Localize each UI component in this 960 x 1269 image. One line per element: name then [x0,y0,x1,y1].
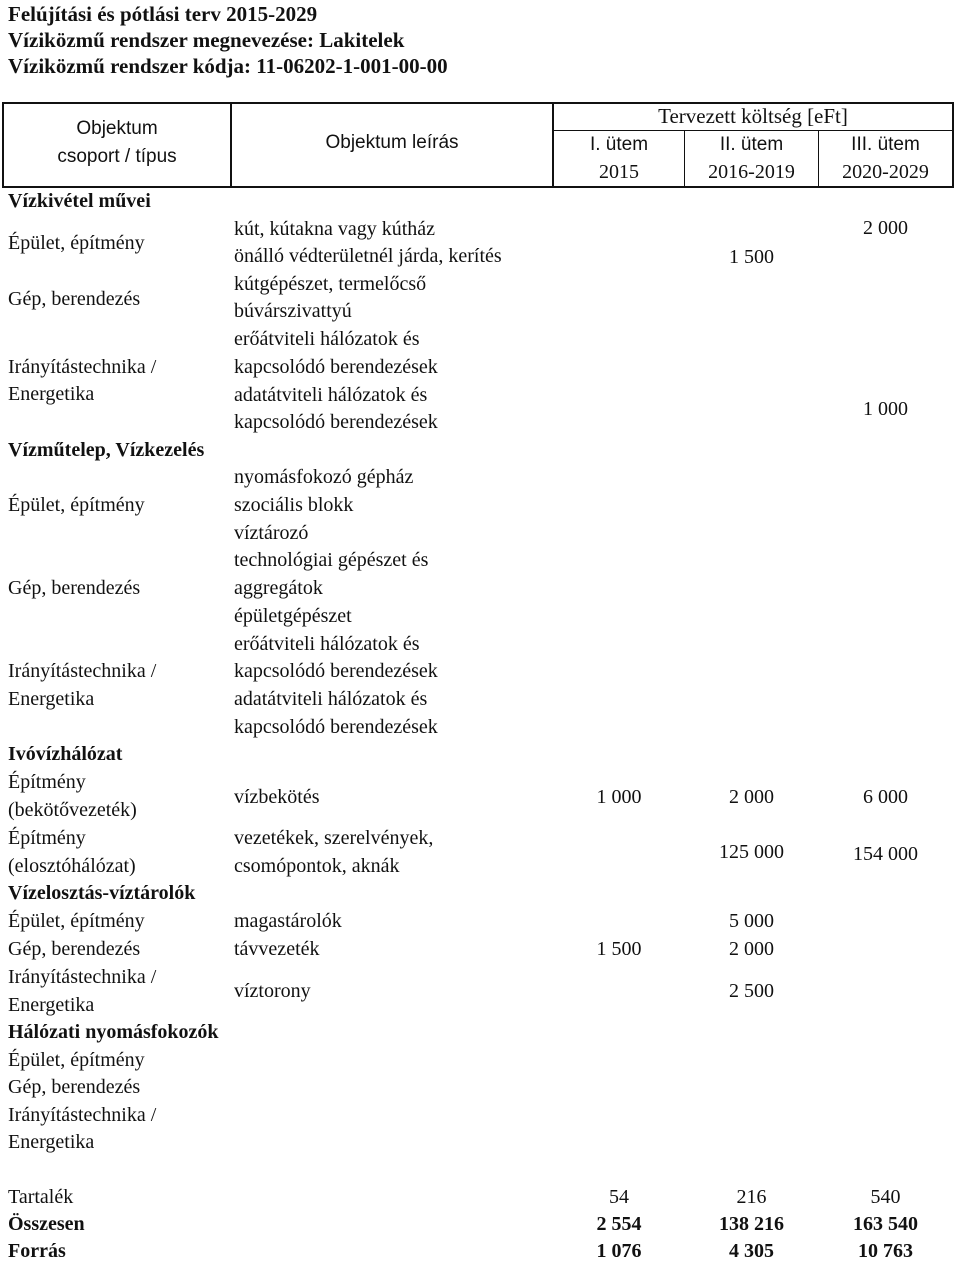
reserve-value: 54 [609,1186,629,1208]
source-value: 10 763 [858,1240,913,1262]
description: technológiai gépészet és [234,549,429,571]
source-value: 1 076 [596,1240,642,1262]
category-label: Energetika [8,383,95,405]
cost-value: 1 500 [729,246,774,268]
cost-value: 6 000 [863,786,908,808]
cost-value: 1 500 [596,938,642,960]
description: adatátviteli hálózatok és [234,384,428,406]
description: kapcsolódó berendezések [234,716,438,738]
category-label: (elosztóhálózat) [8,855,136,877]
header-phase-1: I. ütem [589,134,649,155]
description: kapcsolódó berendezések [234,411,438,433]
plan-title: Felújítási és pótlási terv 2015-2029 [8,2,318,26]
description: vízbekötés [234,786,320,808]
description: erőátviteli hálózatok és [234,633,420,655]
category-label: Épület, építmény [8,494,145,516]
header-phase-3: III. ütem [851,134,920,155]
description: víztározó [234,522,309,544]
total-value: 163 540 [853,1213,918,1235]
cost-value: 2 000 [729,786,774,808]
section-title: Vízelosztás-víztárolók [8,882,196,904]
category-label: Gép, berendezés [8,577,141,599]
system-code: Víziközmű rendszer kódja: 11-06202-1-001-00-00 [8,54,448,78]
source-value: 4 305 [729,1240,774,1262]
cost-value: 125 000 [719,841,784,863]
header-object-type: csoport / típus [57,146,177,167]
total-value: 138 216 [719,1213,784,1235]
category-label: Gép, berendezés [8,1076,141,1098]
description: víztorony [234,980,311,1002]
system-name: Víziközmű rendszer megnevezése: Lakitelek [8,28,405,52]
description: aggregátok [234,577,323,599]
reserve-label: Tartalék [8,1186,74,1208]
category-label: Energetika [8,688,95,710]
category-label: Gép, berendezés [8,938,141,960]
category-label: (bekötővezeték) [8,799,137,821]
description: erőátviteli hálózatok és [234,328,420,350]
cost-value: 2 000 [863,217,908,239]
description: kapcsolódó berendezések [234,660,438,682]
category-label: Gép, berendezés [8,288,141,310]
description: kút, kútakna vagy kútház [234,218,436,240]
description: távvezeték [234,938,320,960]
category-label: Irányítástechnika / [8,966,157,988]
cost-value: 5 000 [729,910,774,932]
source-label: Forrás [8,1240,66,1262]
category-label: Irányítástechnika / [8,1104,157,1126]
description: magastárolók [234,910,342,932]
header-object-group: Objektum [76,118,158,139]
section-title: Ivóvízhálózat [8,743,123,765]
category-label: Épület, építmény [8,232,145,254]
description: búvárszivattyú [234,300,352,322]
category-label: Épület, építmény [8,1049,145,1071]
cost-value: 2 500 [729,980,774,1002]
category-label: Épület, építmény [8,910,145,932]
description: kapcsolódó berendezések [234,356,438,378]
description: önálló védterületnél járda, kerítés [234,245,502,267]
category-label: Energetika [8,994,95,1016]
description: kútgépészet, termelőcső [234,273,427,295]
cost-value: 154 000 [853,843,918,865]
category-label: Energetika [8,1131,95,1153]
total-value: 2 554 [596,1213,642,1235]
header-planned-cost: Tervezett költség [eFt] [658,104,848,128]
header-phase-2-years: 2016-2019 [708,161,795,183]
category-label: Építmény [8,771,86,793]
section-title: Vízműtelep, Vízkezelés [8,439,205,461]
description: csomópontok, aknák [234,855,400,877]
header-object-description: Objektum leírás [325,132,459,153]
cost-value: 1 000 [863,398,908,420]
category-label: Irányítástechnika / [8,660,157,682]
section-title: Hálózati nyomásfokozók [8,1021,219,1043]
reserve-value: 216 [736,1186,767,1208]
category-label: Építmény [8,827,86,849]
description: vezetékek, szerelvények, [234,827,434,849]
cost-value: 2 000 [729,938,774,960]
category-label: Irányítástechnika / [8,356,157,378]
header-phase-3-years: 2020-2029 [842,161,929,183]
description: épületgépészet [234,605,352,627]
header-phase-1-years: 2015 [599,161,639,183]
section-title: Vízkivétel művei [8,190,151,212]
description: nyomásfokozó gépház [234,466,414,488]
cost-value: 1 000 [596,786,642,808]
description: adatátviteli hálózatok és [234,688,428,710]
total-label: Összesen [8,1213,85,1235]
reserve-value: 540 [870,1186,901,1208]
header-phase-2: II. ütem [719,134,784,155]
description: szociális blokk [234,494,354,516]
